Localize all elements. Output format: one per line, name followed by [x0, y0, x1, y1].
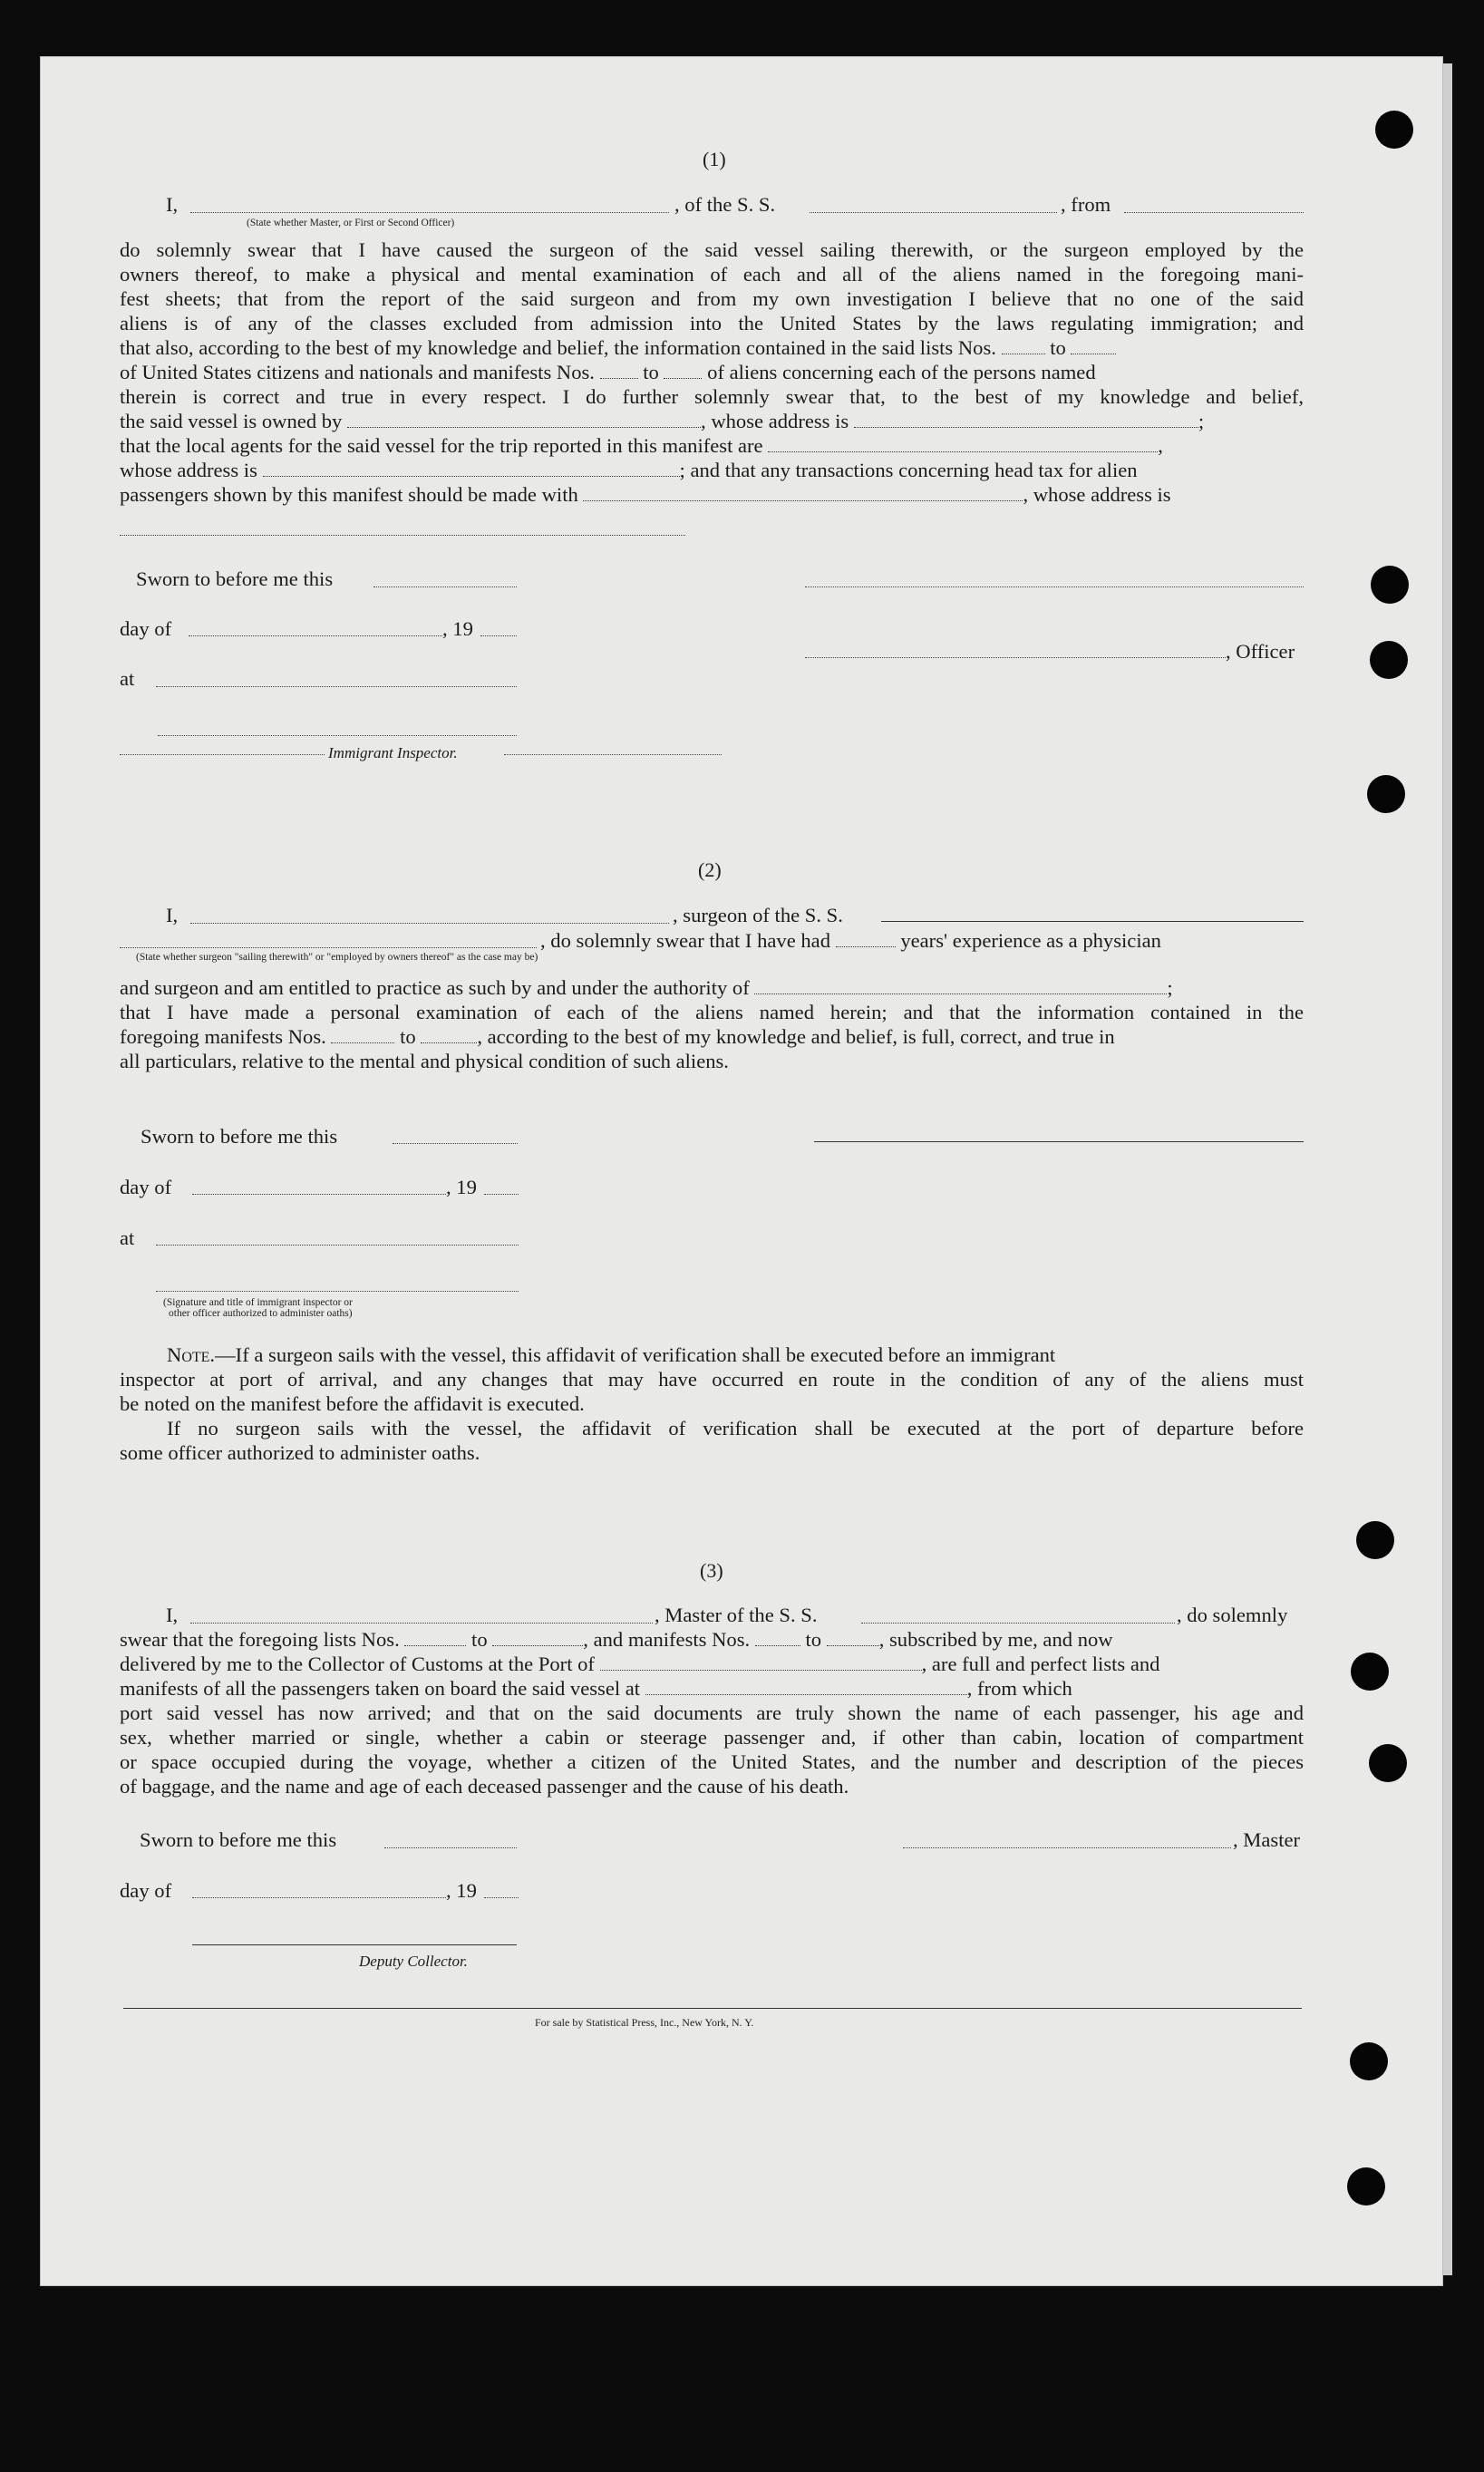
year-blank [484, 1897, 519, 1898]
oath-paragraph-line: or space occupied during the voyage, whether a citizen of the United States, and the number and description of the pieces [120, 1750, 1304, 1773]
sworn-label: Sworn to before me this [141, 1125, 338, 1148]
day-label: day of [120, 617, 172, 640]
note-line: inspector at port of arrival, and any changes that may have occurred en route in the condition of any of the aliens must [120, 1368, 1304, 1391]
solemnly-label: , do solemnly [1177, 1604, 1288, 1626]
oath-paragraph-line: the said vessel is owned by , whose address is ; [120, 410, 1205, 432]
sworn-blank [393, 1143, 518, 1144]
day-label: day of [120, 1176, 172, 1198]
vessel-blank [881, 921, 1304, 922]
year-label: , 19 [446, 1176, 477, 1198]
oath-paragraph-line: all particulars, relative to the mental and physical condition of such aliens. [120, 1050, 729, 1072]
surgeon-label: , surgeon of the S. S. [673, 904, 843, 926]
punch-hole [1370, 641, 1408, 679]
oath-line: I, [166, 904, 179, 926]
punch-hole [1369, 1744, 1407, 1782]
oath-paragraph-line: of baggage, and the name and age of each deceased passenger and the cause of his death. [120, 1775, 849, 1798]
oath-paragraph-line: aliens is of any of the classes excluded from admission into the United States by the laws regulating immigration; and [120, 312, 1304, 334]
deputy-label: Deputy Collector. [359, 1953, 468, 1970]
inspector-signature-blank [156, 1291, 519, 1292]
section-number: (3) [700, 1559, 723, 1582]
oath-paragraph-line: of United States citizens and nationals and manifests Nos. to of aliens concerning each of the persons named [120, 361, 1096, 383]
day-blank [192, 1897, 446, 1898]
note-line: Note.—If a surgeon sails with the vessel, this affidavit of verification shall be executed before an immigrant [167, 1343, 1056, 1366]
oath-paragraph-line: fest sheets; that from the report of the said surgeon and from my own investigation I believe that no one of the said [120, 287, 1304, 310]
master-label: , Master of the S. S. [655, 1604, 818, 1626]
year-label: , 19 [446, 1879, 477, 1902]
oath-paragraph-line: that I have made a personal examination of each of the aliens named herein; and that the information contained in the [120, 1001, 1304, 1023]
inspector-label: Immigrant Inspector. [328, 744, 458, 761]
oath-paragraph-line: do solemnly swear that I have caused the surgeon of the said vessel sailing therewith, or the surgeon employed by the [120, 238, 1304, 261]
punch-hole [1367, 775, 1405, 813]
day-label: day of [120, 1879, 172, 1902]
printer-credit: For sale by Statistical Press, Inc., New York, N. Y. [535, 2016, 754, 2029]
note-line: If no surgeon sails with the vessel, the affidavit of verification shall be executed at the port of departure before [167, 1417, 1304, 1440]
signature-blank [805, 586, 1304, 587]
field-hint: (State whether Master, or First or Second Officer) [247, 218, 455, 228]
punch-hole [1350, 2042, 1388, 2080]
oath-paragraph-line: sex, whether married or single, whether a cabin or steerage passenger and, if other than cabin, location of compartment [120, 1726, 1304, 1749]
oath-paragraph-line: delivered by me to the Collector of Customs at the Port of , are full and perfect lists and [120, 1653, 1160, 1675]
master-signature-blank [903, 1847, 1231, 1848]
oath-paragraph-line: port said vessel has now arrived; and that on the said documents are truly shown the name of each passenger, his age and [120, 1701, 1304, 1724]
sworn-label: Sworn to before me this [140, 1828, 337, 1851]
vessel-blank [810, 212, 1057, 213]
signature-hint: (Signature and title of immigrant inspector or [163, 1297, 353, 1308]
address-blank [120, 535, 685, 536]
punch-hole [1347, 2167, 1385, 2205]
authority-line: and surgeon and am entitled to practice as such by and under the authority of ; [120, 976, 1173, 999]
year-blank [484, 1194, 519, 1195]
oath-paragraph-line: whose address is ; and that any transactions concerning head tax for alien [120, 459, 1138, 481]
page-edge [1443, 63, 1452, 2275]
experience-line: , do solemnly swear that I have had years' experience as a physician [540, 929, 1161, 952]
oath-paragraph-line: passengers shown by this manifest should be made with , whose address is [120, 483, 1171, 506]
oath-paragraph-line: manifests of all the passengers taken on board the said vessel at , from which [120, 1677, 1072, 1700]
separator-dots [504, 754, 722, 755]
vessel-blank [861, 1623, 1175, 1624]
oath-paragraph-line: that the local agents for the said vessel for the trip reported in this manifest are , [120, 434, 1163, 457]
officer-blank [805, 657, 1226, 658]
oath-paragraph-line: that also, according to the best of my knowledge and belief, the information contained in the said lists Nos. to [120, 335, 1116, 360]
oath-paragraph-line: therein is correct and true in every respect. I do further solemnly swear that, to the best of my knowledge and belief, [120, 385, 1304, 408]
vessel-label: , of the S. S. [674, 193, 776, 216]
deputy-signature-blank [192, 1944, 517, 1945]
name-blank [190, 923, 669, 924]
oath-line: I, [166, 193, 179, 216]
separator-dots [120, 754, 325, 755]
name-blank [190, 1623, 653, 1624]
sworn-label: Sworn to before me this [136, 567, 334, 590]
field-hint: (State whether surgeon "sailing therewith" or "employed by owners thereof" as the case may be) [136, 952, 538, 963]
note-line: some officer authorized to administer oaths. [120, 1441, 480, 1464]
punch-hole [1351, 1653, 1389, 1691]
oath-paragraph-line: swear that the foregoing lists Nos. to , and manifests Nos. to , subscribed by me, and now [120, 1628, 1113, 1651]
oath-paragraph-line: owners thereof, to make a physical and mental examination of each and all of the aliens named in the foregoing mani- [120, 263, 1304, 286]
inspector-signature-blank [158, 735, 517, 736]
punch-hole [1375, 111, 1413, 149]
section-number: (2) [698, 858, 722, 881]
master-signature-label: , Master [1233, 1828, 1301, 1851]
sworn-blank [384, 1847, 517, 1848]
signature-hint: other officer authorized to administer oaths) [169, 1308, 353, 1319]
from-blank [1124, 212, 1304, 213]
day-blank [189, 635, 442, 636]
from-label: , from [1061, 193, 1111, 216]
officer-label: , Officer [1226, 640, 1295, 663]
at-label: at [120, 667, 135, 690]
year-blank [480, 635, 517, 636]
oath-line: I, [166, 1604, 179, 1626]
oath-paragraph-line: foregoing manifests Nos. to , according to the best of my knowledge and belief, is full, correct, and true in [120, 1025, 1115, 1048]
day-blank [192, 1194, 446, 1195]
punch-hole [1356, 1521, 1394, 1559]
at-blank [156, 1245, 519, 1246]
note-label: Note. [167, 1343, 216, 1366]
year-label: , 19 [442, 617, 473, 640]
signature-blank [814, 1141, 1304, 1142]
sworn-blank [373, 586, 517, 587]
note-line: be noted on the manifest before the affidavit is executed. [120, 1392, 585, 1415]
punch-hole [1371, 566, 1409, 604]
footer-rule [123, 2008, 1302, 2009]
at-label: at [120, 1226, 135, 1249]
section-number: (1) [703, 148, 726, 170]
surgeon-type-blank [120, 947, 537, 948]
name-blank [190, 212, 669, 213]
at-blank [156, 686, 517, 687]
